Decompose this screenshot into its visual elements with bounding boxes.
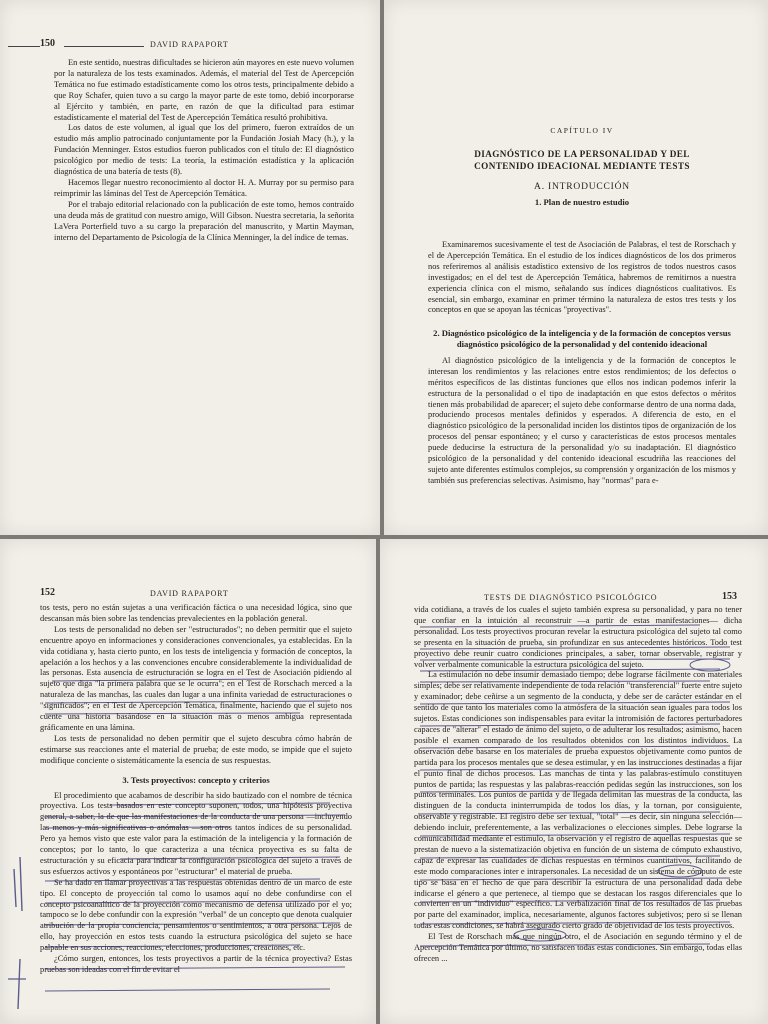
paragraph: Los datos de este volumen, al igual que los del primero, fueron extraídos de un estudio más amplio patrocinado conjuntamente por la Fundación Josiah Macy (h.), y la Fundación Menninger. Estos estudios fueron publicados con el título de: El diagnóstico psicológico por medio de tests: La teoría, la estimación estadística y la aplicación diagnóstica de una batería de tests (8). xyxy=(54,123,354,177)
chapter-label: CAPÍTULO IV xyxy=(550,126,614,135)
section-title: A. INTRODUCCIÓN xyxy=(534,182,630,192)
chapter-title-line-2: CONTENIDO IDEACIONAL MEDIANTE TESTS xyxy=(474,160,690,171)
page-number: 152 xyxy=(40,587,55,598)
paragraph: El Test de Rorschach más que ningún otro, el de Asociación en segundo término y el de Apercepción Temática por último, no satisfacen todas estas condiciones. Sin embargo, todas ellas ofrecen ... xyxy=(414,932,742,963)
page-number: 150 xyxy=(40,38,55,49)
paragraph: Al diagnóstico psicológico de la inteligencia y de la formación de conceptos le interesan los rendimientos y las relaciones entre estos rendimientos; de los defectos o méritos específicos de las distintas funciones que ellos nos indican podemos inferir la estructura de la personalidad o el tipo de inadaptación en que estos defectos o méritos tienen más probabilidad de aparecer; el sujeto debe conformarse dentro de una norma dada, produciendo procesos mentales definidos y esperados. A diferencia de esto, en el diagnóstico psicológico de la personalidad inciden los distintos tipos de organización de los procesos del pensar espontáneo; y el curso y características de estos procesos mentales puede deducirse la estructura de la personalidad y/o su inadaptación. El diagnóstico psicológico de la personalidad y del contenido ideacional escudriña las reacciones del sujeto ante diferentes estímulos complejos, su comprensión y organización de los mismos y también sus preferencias selectivas. Asimismo, hay "normas" para e- xyxy=(428,355,736,485)
paragraph: Por el trabajo editorial relacionado con la publicación de este tomo, hemos contraído una deuda más de gratitud con nuestro amigo, Will Gibson. Nuestra secretaria, la señorita LaVera Porterfield tuvo a su cargo la preparación del manuscrito, y Martin Mayman, interno del Departamento de Psicología de la Clínica Menninger, la del índice de temas. xyxy=(54,199,354,242)
running-head: DAVID RAPAPORT xyxy=(150,589,229,598)
paragraph: Se ha dado en llamar proyectivas a las respuestas obtenidas dentro de un marco de este tipo. El concepto de proyección tal como lo usamos aquí no debe confundirse con el concepto psicoanalítico de la proyección como mecanismo de defensa utilizado por el yo; tampoco se lo debe confundir con la expresión "verbal" de un concepto que denota cualquier atribución de la propia conciencia, pensamientos o sentimientos, a otra persona. Lejos de ello, hay proyección en estos tests cuando la estructura psicológica del sujeto se hace palpable en sus acciones, reacciones, elecciones, producciones, creaciones, etc. xyxy=(40,877,352,953)
paragraph: Examinaremos sucesivamente el test de Asociación de Palabras, el test de Rorschach y el de Apercepción Temática. En el estudio de los índices diagnósticos de los dos primeros nos referiremos al análisis estadístico extensivo de los registros de todos nuestros casos investigados; en el del test de Apercepción Temática, habremos de remitirnos a nuestra experiencia clínica con el mismo, señalando sus índices diagnósticos cualitativos. Es esencial, sin embargo, examinar en primer término la naturaleza de estos tres tests y los conceptos en que se apoyan las técnicas "proyectivas". xyxy=(428,240,736,315)
chapter-title-line-1: DIAGNÓSTICO DE LA PERSONALIDAD Y DEL xyxy=(474,149,690,159)
paragraph: Hacemos llegar nuestro reconocimiento al doctor H. A. Murray por su permiso para reimprimir las láminas del Test de Apercepción Temática. xyxy=(54,177,354,198)
page-151 xyxy=(384,0,768,535)
section-heading: 2. Diagnóstico psicológico de la inteligencia y de la formación de conceptos versus diagnóstico psicológico de la personalidad y del contenido ideacional xyxy=(433,328,731,350)
paragraph: Los tests de personalidad no deben ser "estructurados"; no deben permitir que el sujeto encuentre apoyo en informaciones y consideraciones convencionales, ya establecidas. En la vida cotidiana y, hasta cierto punto, en los tests de inteligencia y formación de conceptos, la apelación a los hechos y a las convenciones encubre considerablemente la individualidad de las personas. Esta ausencia de estructuración se logra en el Test de Asociación pidiendo al sujeto que diga "la primera palabra que se le ocurra"; en el Test de Rorschach merced a la naturaleza de las manchas, las cuales dan lugar a una infinita variedad de estructuraciones o "significados"; en el Test de Apercepción Temática, finalmente, haciendo que el sujeto nos cuente una historia basándose en la situación más o menos ambigua representada gráficamente en una lámina. xyxy=(40,624,352,732)
body-text xyxy=(414,605,742,965)
paragraph: ¿Cómo surgen, entonces, los tests proyectivos a partir de la técnica proyectiva? Estas pruebas son ideadas con el fin de evitar el xyxy=(40,954,352,974)
paragraph: En este sentido, nuestras dificultades se hicieron aún mayores en este nuevo volumen por la naturaleza de los tests examinados. Además, el material del Test de Apercepción Temática no fue estimado estadísticamente como los otros tests, principalmente debido a que Roy Schafer, quien tuvo a su cargo la mayor parte de este tomo, debió incorporarse al Ejército y también, en parte, en razón de que la dificultad para estimar estadísticamente el material del Test de Apercepción Temática resultó prohibitiva. xyxy=(54,58,354,122)
paragraph: vida cotidiana, a través de los cuales el sujeto también expresa su personalidad, y para no tener que confiar en la intuición al reconstruir —a partir de estas manifestaciones— dicha personalidad. Los tests proyectivos procuran revelar la estructura psicológica del sujeto tal como se presenta en la situación de prueba, sin profundizar en sus antecedentes históricos. Todo test proyectivo debe reunir cuatro condiciones principales, a saber, tornar observable, registrar y volver verbalmente comunicable la estructura psicológica del sujeto. xyxy=(414,605,742,669)
page-152 xyxy=(0,539,376,1024)
paragraph: El procedimiento que acabamos de describir ha sido bautizado con el nombre de técnica proyectiva. Los tests basados en este concepto suponen, todos, una hipótesis proyectiva general, a saber, la de que las manifestaciones de la conducta de una persona —incluyendo las menos y más significativas o anómalas —son otros tantos índices de su personalidad. Pero ya hemos visto que este valor para la estimación de la inteligencia y la formación de conceptos; por lo tanto, lo que caracteriza a una técnica proyectiva es su falta de estructuración y su eficacia para indicar la configuración psicológica del sujeto a través de sus esfuerzos activos y espontáneos por "estructurar" el material de prueba. xyxy=(40,790,352,876)
chapter-heading xyxy=(424,126,740,207)
section-heading: 3. Tests proyectivos: concepto y criterios xyxy=(122,774,270,785)
page-number: 153 xyxy=(722,591,737,602)
running-head: TESTS DE DIAGNÓSTICO PSICOLÓGICO xyxy=(484,593,658,602)
running-head: DAVID RAPAPORT xyxy=(150,40,229,49)
page-150 xyxy=(0,0,380,535)
paragraph: tos tests, pero no están sujetas a una verificación fáctica o una necesidad lógica, sino que descansan más bien sobre las tendencias prevalecientes en la población general. xyxy=(40,603,352,623)
body-text xyxy=(54,58,354,243)
head-rule xyxy=(64,46,144,47)
head-rule xyxy=(8,46,40,47)
paragraph: La estimulación no debe insumir demasiado tiempo; debe lograrse fácilmente con materiales simples; debe ser relativamente independiente de toda relación "transferencial" fuerte entre sujeto y examinador; debe ceñirse a un segmento de la conducta, y debe ser de carácter estándar en el sentido de que tanto los materiales como la atmósfera de la situación sean iguales para todos los sujetos. Estas condiciones son indispensables para evitar la intromisión de factores perturbadores capaces de "alterar" el estado de ánimo del sujeto, o de adulterar los resultados; asimismo, hacen posible el examen comparado de los resultados obtenidos con los distintos individuos. La observación debe basarse en los materiales de prueba expuestos objetivamente como puntos de partida para los procesos mentales que se desea estimular, y en las instrucciones destinadas a fijar el punto final de dichos procesos. Las manchas de tinta y las palabras-estímulo constituyen puntos de partida; las respuestas y las palabras-reacción pedidas según las instrucciones, son los puntos terminales. Los puntos de partida y de llegada delimitan las muestras de la conducta, las distinguen de la conducta ininterrumpida de todos los días, y la tornan, por consiguiente, observable y registrable. El registro debe ser textual, "total" —es decir, sin ninguna selección— debiendo incluir, preferentemente, a las verbalizaciones o elecciones simples. Debe lograrse la comunicabilidad mediante el estímulo, la observación y el registro de aquellas respuestas que se prestan de nuevo a la sistematización objetiva en función de un sistema de cómputo exhaustivo, capaz de expresar las cualidades de dichas respuestas en términos cuantitativos, facilitando de este modo comparaciones inter e intrapersonales. La necesidad de un sistema de cómputo de este tipo se basa en el hecho de que para describir la estructura de una personalidad dada debe indicarse el género a que pertenece, al tiempo que se destacan los rasgos diferenciales que lo convierten en un "individuo" específico. La verbalización final de los resultados de las pruebas por parte del examinador, implica, necesariamente, algunos factores subjetivos; pero si se llenan todas estas condiciones, se habrá asegurado cierto grado de objetividad de los tests proyectivos. xyxy=(414,670,742,931)
page-153 xyxy=(380,539,768,1024)
body-text xyxy=(40,603,352,976)
body-text xyxy=(428,240,736,487)
subsection-title: 1. Plan de nuestro estudio xyxy=(534,197,630,207)
paragraph: Los tests de personalidad no deben permitir que el sujeto descubra cómo habrán de estimarse sus reacciones ante el material de prueba; de este modo, se impide que el sujeto modifique conciente o sistemáticamente la esencia de sus respuestas. xyxy=(40,733,352,765)
